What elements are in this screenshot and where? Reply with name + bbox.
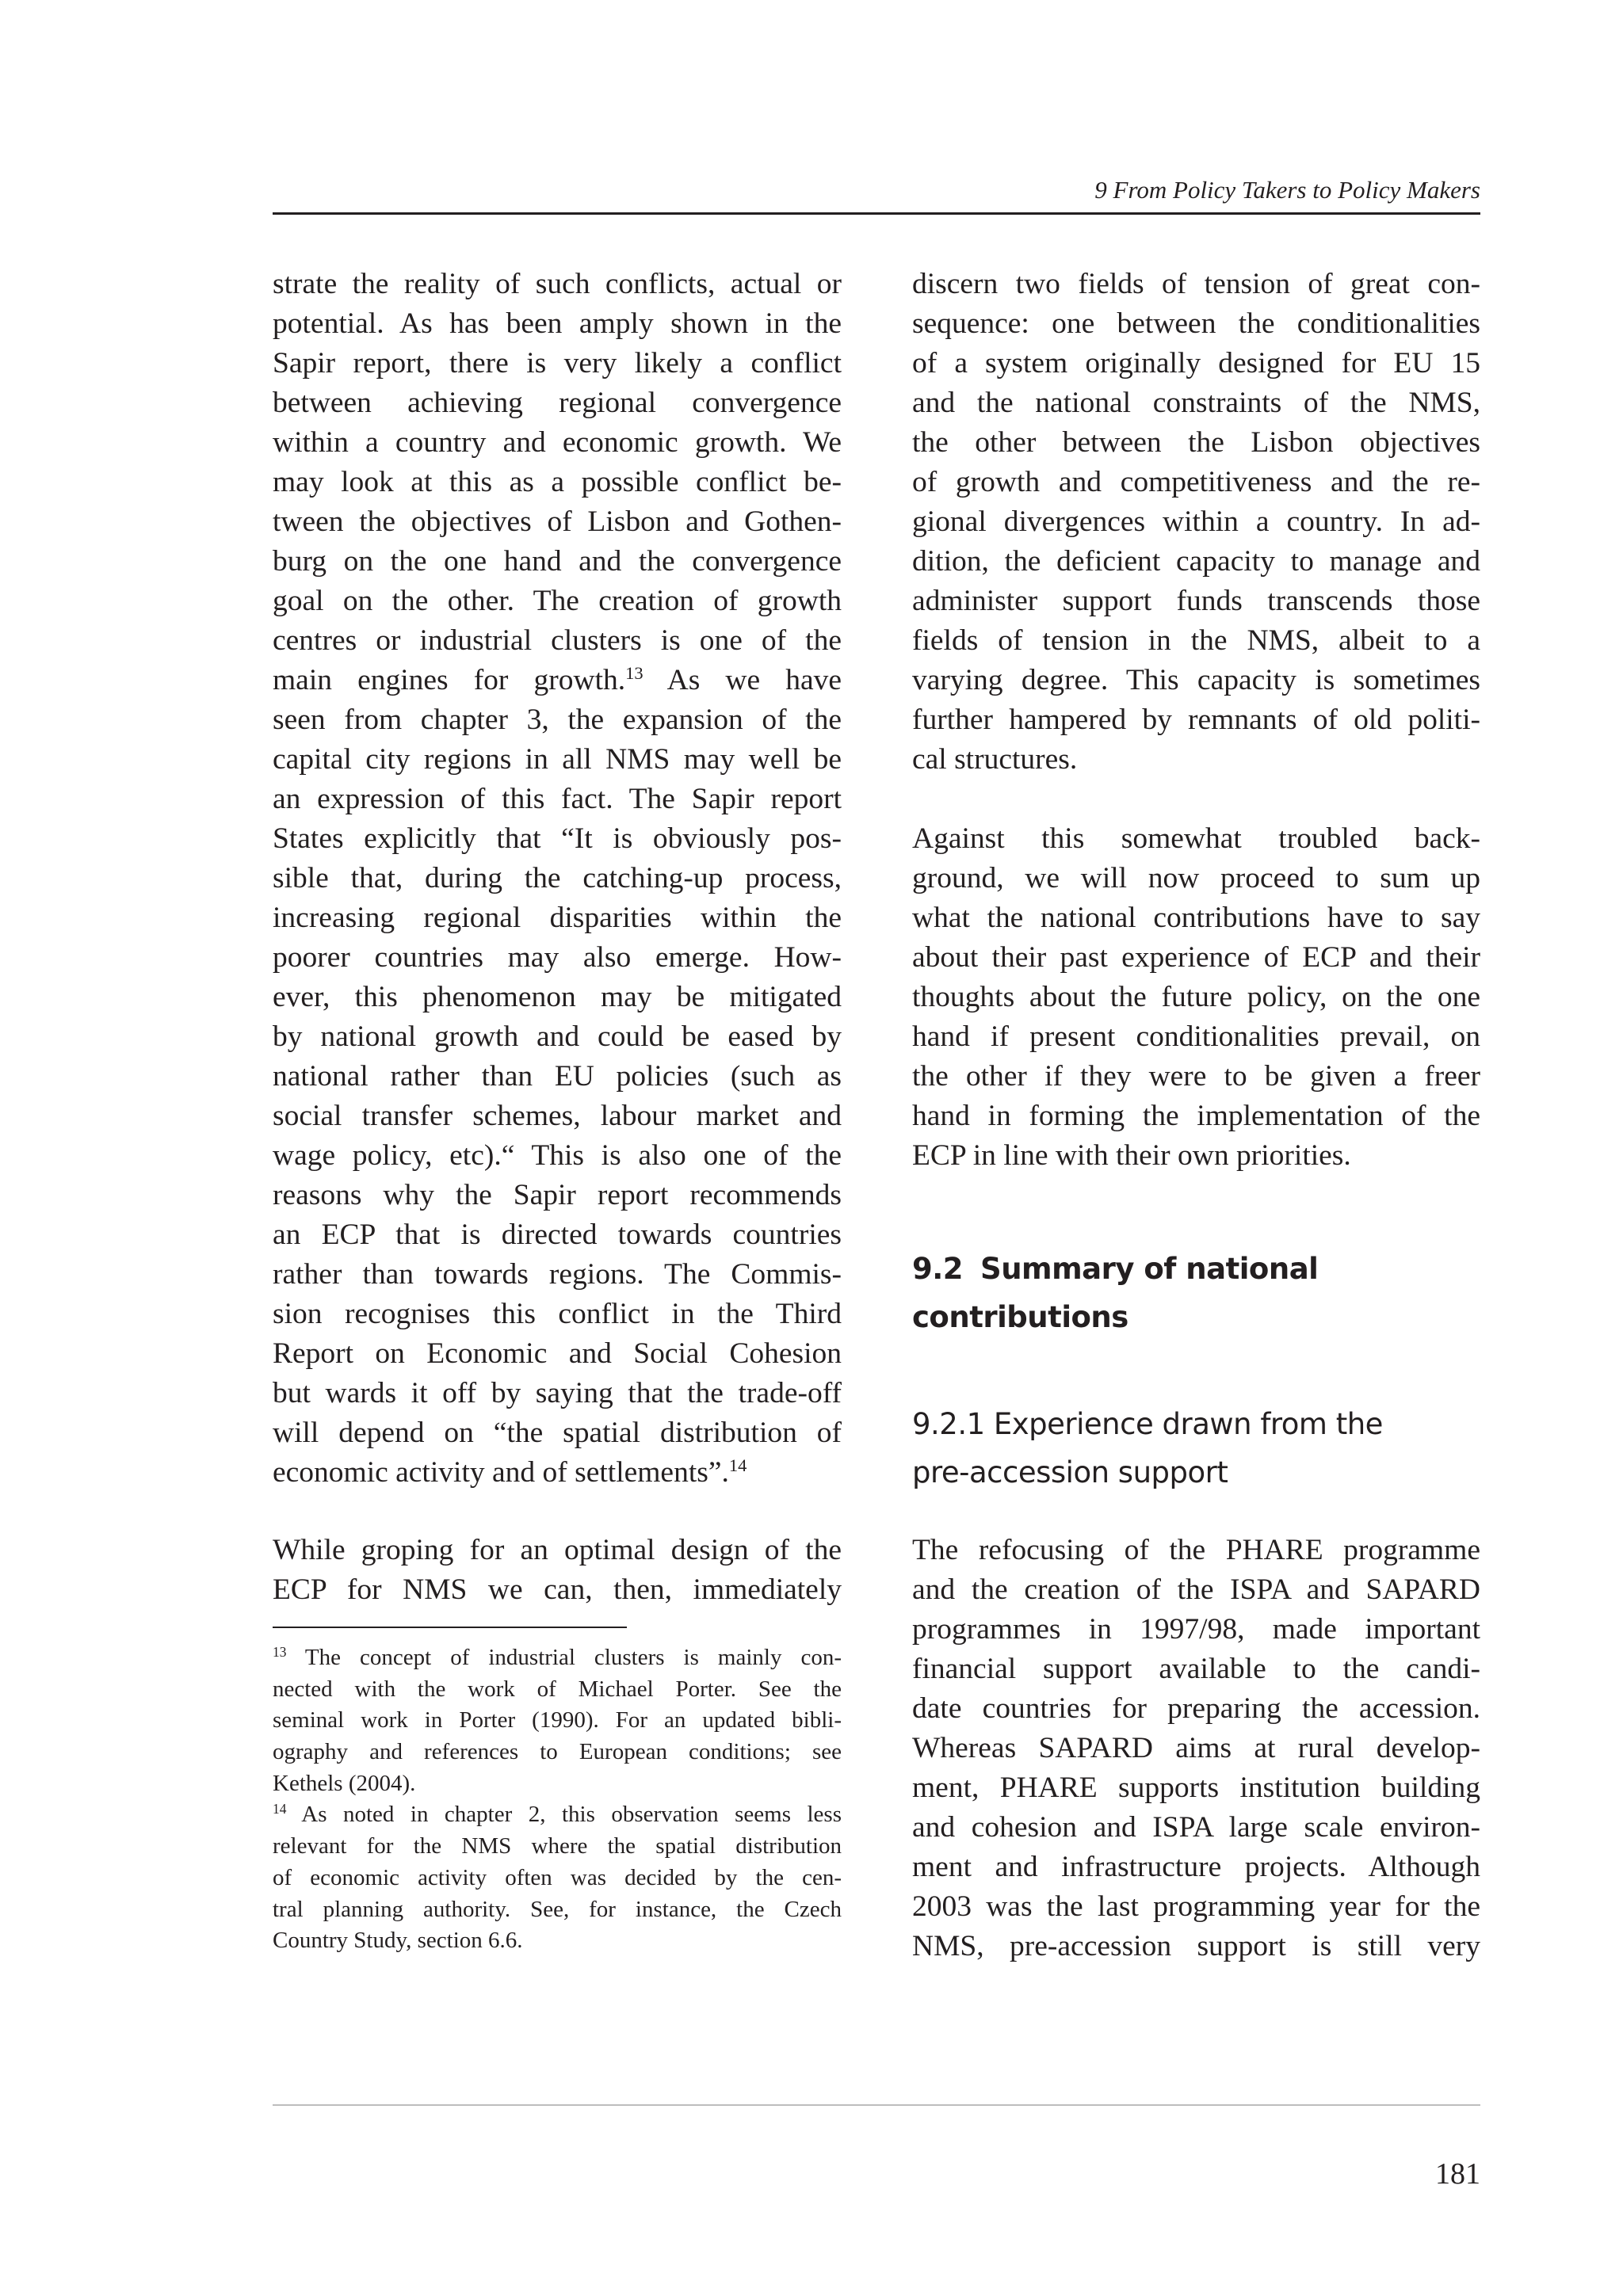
text-line xyxy=(273,661,842,700)
text-line: Country Study, section 6.6. xyxy=(273,1928,523,1954)
text-line: of a system originally designed for EU 15 xyxy=(912,347,1480,379)
text-line: discern two fields of tension of great con- xyxy=(912,268,1480,300)
text-line: social transfer schemes, labour market and xyxy=(273,1100,842,1132)
text-line: the other between the Lisbon objectives xyxy=(912,426,1480,459)
text-line: will depend on “the spatial distribution of xyxy=(273,1417,842,1449)
text-line: varying degree. This capacity is sometimes xyxy=(912,664,1480,696)
text-line: States explicitly that “It is obviously pos- xyxy=(273,822,842,855)
text-line xyxy=(273,1453,842,1493)
text-segment: main engines for growth. xyxy=(273,664,626,696)
text-line: While groping for an optimal design of the xyxy=(273,1534,842,1566)
paragraph xyxy=(912,265,1480,780)
text-line: gional divergences within a country. In ad- xyxy=(912,505,1480,538)
text-line: Whereas SAPARD aims at rural develop- xyxy=(912,1732,1480,1764)
text-line: may look at this as a possible conflict be- xyxy=(273,466,842,498)
text-line: Sapir report, there is very likely a conflict xyxy=(273,347,842,379)
text-line: centres or industrial clusters is one of the xyxy=(273,624,842,657)
text-segment: As we have xyxy=(643,664,842,696)
text-line: thoughts about the future policy, on the one xyxy=(912,981,1480,1013)
text-line: The refocusing of the PHARE programme xyxy=(912,1534,1480,1566)
text-segment: As noted in chapter 2, this observation seems less xyxy=(286,1802,842,1828)
text-line: and the creation of the ISPA and SAPARD xyxy=(912,1573,1480,1606)
section-heading xyxy=(912,1245,1318,1341)
section-number: 9.2 xyxy=(912,1252,964,1286)
text-line: goal on the other. The creation of growth xyxy=(273,585,842,617)
text-line: potential. As has been amply shown in the xyxy=(273,307,842,340)
text-line: between achieving regional convergence xyxy=(273,387,842,419)
text-line: ment and infrastructure projects. Although xyxy=(912,1851,1480,1883)
section-title-line: Summary of national xyxy=(980,1252,1319,1286)
paragraph xyxy=(273,1531,842,1610)
paragraph xyxy=(273,265,842,1493)
footnote-reference: 14 xyxy=(728,1455,747,1475)
text-line: tral planning authority. See, for instance, the Czech xyxy=(273,1896,842,1922)
text-line: relevant for the NMS where the spatial distribution xyxy=(273,1833,842,1859)
footnote-rule xyxy=(273,1627,627,1628)
section-title-line: contributions xyxy=(912,1300,1128,1334)
text-line: an expression of this fact. The Sapir report xyxy=(273,783,842,815)
text-line: fields of tension in the NMS, albeit to a xyxy=(912,624,1480,657)
text-line: seminal work in Porter (1990). For an updated bibli- xyxy=(273,1707,842,1733)
text-line: and cohesion and ISPA large scale environ- xyxy=(912,1811,1480,1844)
footnotes xyxy=(273,1642,842,1957)
text-line: sequence: one between the conditionalities xyxy=(912,307,1480,340)
footnote-number: 14 xyxy=(273,1801,287,1817)
paragraph xyxy=(912,1531,1480,1966)
text-line: tween the objectives of Lisbon and Gothen- xyxy=(273,505,842,538)
text-line: national rather than EU policies (such as xyxy=(273,1060,842,1093)
text-line: wage policy, etc).“ This is also one of the xyxy=(273,1139,842,1172)
footnote-number: 13 xyxy=(273,1643,287,1660)
text-line: cal structures. xyxy=(912,743,1078,776)
page-number: 181 xyxy=(1435,2157,1480,2191)
text-line: an ECP that is directed towards countries xyxy=(273,1219,842,1251)
text-line: of growth and competitiveness and the re- xyxy=(912,466,1480,498)
text-line: by national growth and could be eased by xyxy=(273,1020,842,1053)
text-line: hand if present conditionalities prevail, on xyxy=(912,1020,1480,1053)
text-line: reasons why the Sapir report recommends xyxy=(273,1179,842,1211)
footnote xyxy=(273,1642,842,1799)
text-line: further hampered by remnants of old politi- xyxy=(912,704,1480,736)
text-line: 2003 was the last programming year for the xyxy=(912,1890,1480,1923)
text-line: what the national contributions have to say xyxy=(912,902,1480,934)
text-line: the other if they were to be given a freer xyxy=(912,1060,1480,1093)
text-line xyxy=(273,1642,842,1674)
text-line: financial support available to the candi- xyxy=(912,1653,1480,1685)
text-line: and the national constraints of the NMS, xyxy=(912,387,1480,419)
text-line: ography and references to European conditions; see xyxy=(273,1739,842,1765)
text-line xyxy=(273,1799,842,1831)
footnote xyxy=(273,1799,842,1956)
text-line: poorer countries may also emerge. How- xyxy=(273,941,842,974)
subsection-heading xyxy=(912,1400,1383,1497)
text-line: of economic activity often was decided by the cen- xyxy=(273,1864,842,1890)
subsection-title-line: pre-accession support xyxy=(912,1455,1228,1489)
text-line: seen from chapter 3, the expansion of the xyxy=(273,704,842,736)
text-line: ground, we will now proceed to sum up xyxy=(912,862,1480,894)
paragraph xyxy=(912,819,1480,1176)
text-line: capital city regions in all NMS may well be xyxy=(273,743,842,776)
footer-rule xyxy=(273,2104,1480,2106)
text-segment: The concept of industrial clusters is mainly con- xyxy=(286,1645,842,1670)
text-segment: economic activity and of settlements”. xyxy=(273,1456,729,1489)
text-line: administer support funds transcends those xyxy=(912,585,1480,617)
text-line: ever, this phenomenon may be mitigated xyxy=(273,981,842,1013)
running-head: 9 From Policy Takers to Policy Makers xyxy=(1094,176,1480,204)
header-rule xyxy=(273,212,1480,215)
text-line: about their past experience of ECP and their xyxy=(912,941,1480,974)
text-line: programmes in 1997/98, made important xyxy=(912,1613,1480,1646)
text-line: Against this somewhat troubled back- xyxy=(912,822,1480,855)
text-line: nected with the work of Michael Porter. See the xyxy=(273,1676,842,1702)
text-line: burg on the one hand and the convergence xyxy=(273,545,842,578)
subsection-title-line: 9.2.1 Experience drawn from the xyxy=(912,1407,1383,1441)
footnote-reference: 13 xyxy=(625,662,643,683)
text-line: ment, PHARE supports institution building xyxy=(912,1772,1480,1804)
text-line: sible that, during the catching-up process, xyxy=(273,862,842,894)
text-line: Kethels (2004). xyxy=(273,1770,416,1796)
text-line: increasing regional disparities within the xyxy=(273,902,842,934)
text-line: within a country and economic growth. We xyxy=(273,426,842,459)
text-line: NMS, pre-accession support is still very xyxy=(912,1930,1480,1962)
text-line: rather than towards regions. The Commis- xyxy=(273,1258,842,1291)
text-line: sion recognises this conflict in the Third xyxy=(273,1298,842,1330)
text-line: dition, the deficient capacity to manage and xyxy=(912,545,1480,578)
text-line: strate the reality of such conflicts, actual or xyxy=(273,268,842,300)
text-line: ECP in line with their own priorities. xyxy=(912,1139,1351,1172)
text-line: ECP for NMS we can, then, immediately xyxy=(273,1573,842,1606)
text-line: date countries for preparing the accession. xyxy=(912,1692,1480,1725)
text-line: hand in forming the implementation of the xyxy=(912,1100,1480,1132)
text-line: but wards it off by saying that the trade-off xyxy=(273,1377,842,1409)
text-line: Report on Economic and Social Cohesion xyxy=(273,1337,842,1370)
